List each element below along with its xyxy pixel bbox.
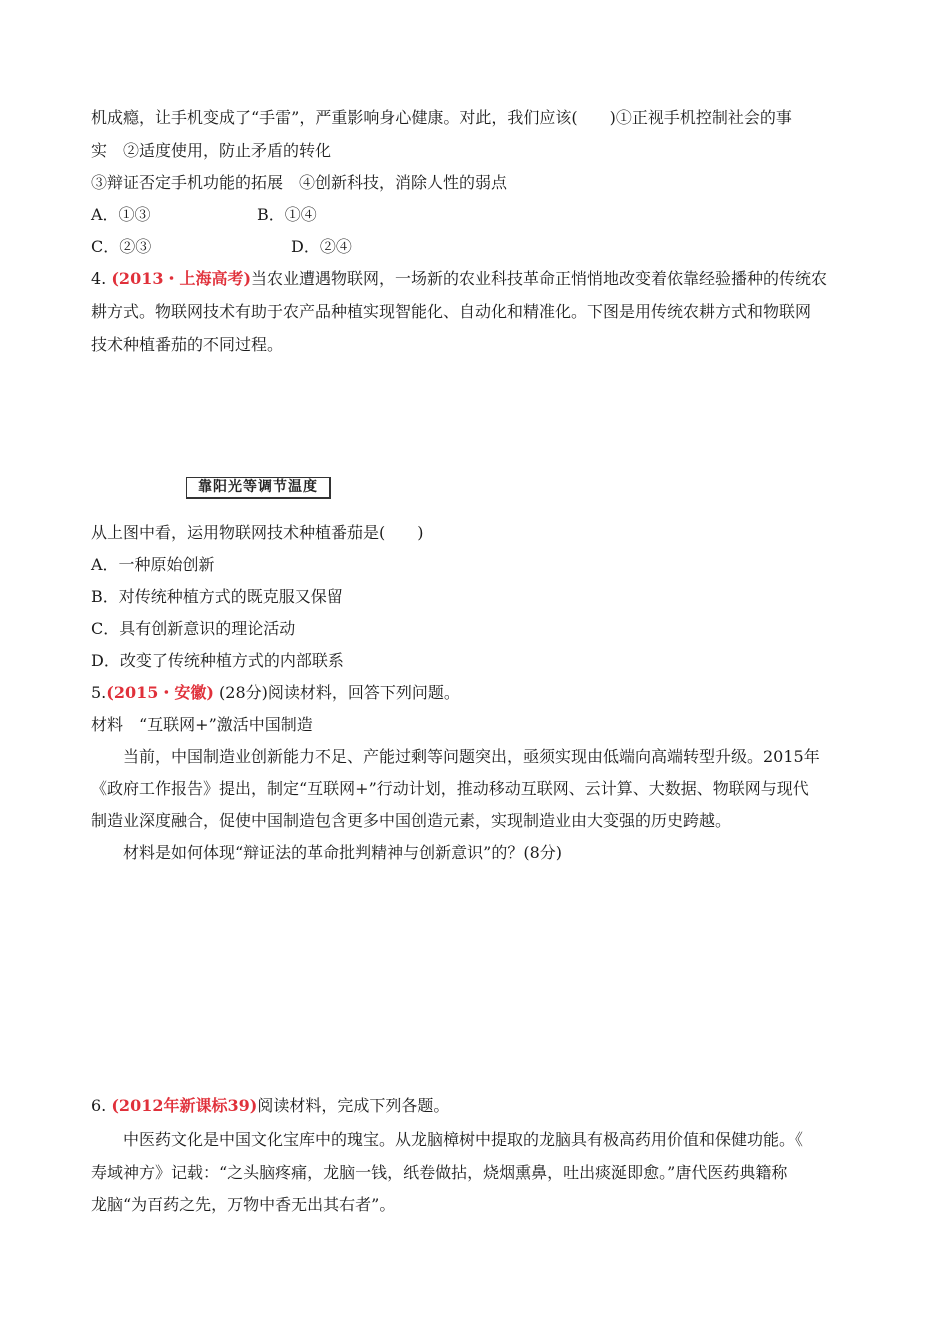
q5-para-3: 制造业深度融合，促使中国制造包含更多中国创造元素，实现制造业由大变强的历史跨越。 [91,811,732,830]
q6-header [91,1095,449,1117]
q5-para-1: 当前，中国制造业创新能力不足、产能过剩等问题突出，亟须实现由低端向高端转型升级。2015年 [123,747,820,766]
q3-option-b: B．①④ [257,205,317,224]
q6-source: (2012年新课标39) [111,1096,258,1115]
q6-para-3: 龙脑“为百药之先，万物中香无出其右者”。 [91,1195,396,1214]
q4-line-3: 技术种植番茄的不同过程。 [91,335,284,354]
q6-para-2: 寿域神方》记载：“之头脑疼痛，龙脑一钱，纸卷做拈，烧烟熏鼻，吐出痰涎即愈。”唐代医药典籍称 [91,1163,788,1182]
q5-number: 5. [91,683,107,702]
q4-option-c: C．具有创新意识的理论活动 [91,619,296,638]
q3-line-3: ③辩证否定手机功能的拓展 ④创新科技，消除人性的弱点 [91,173,508,192]
q4-line-1 [91,268,827,290]
q4-option-b: B．对传统种植方式的既克服又保留 [91,587,343,606]
q6-number: 6. [91,1096,107,1115]
q6-para-1: 中医药文化是中国文化宝库中的瑰宝。从龙脑樟树中提取的龙脑具有极高药用价值和保健功能。《 [123,1130,804,1149]
q3-option-c: C．②③ [91,237,152,256]
q3-line-1: 机成瘾，让手机变成了“手雷”，严重影响身心健康。对此，我们应该( )①正视手机控制社会的事 [91,108,792,127]
figure-label: 靠阳光等调节温度 [186,477,331,499]
q3-option-d: D．②④ [291,237,352,256]
q4-number: 4. [91,269,107,288]
q5-header [91,682,460,704]
q4-line-2: 耕方式。物联网技术有助于农产品种植实现智能化、自动化和精准化。下图是用传统农耕方式和物联网 [91,302,812,321]
q4-question: 从上图中看，运用物联网技术种植番茄是( ) [91,523,424,542]
q3-line-2: 实 ②适度使用，防止矛盾的转化 [91,141,332,160]
q5-material-title: 材料 “互联网+”激活中国制造 [91,715,313,734]
q6-intro: 阅读材料，完成下列各题。 [257,1096,450,1115]
q4-source: (2013・上海高考) [111,269,252,288]
q4-text-1: 当农业遭遇物联网，一场新的农业科技革命正悄悄地改变着依靠经验播种的传统农 [251,269,828,288]
q4-option-d: D．改变了传统种植方式的内部联系 [91,651,344,670]
q3-option-a: A．①③ [91,205,151,224]
q4-option-a: A．一种原始创新 [91,555,215,574]
q5-para-2: 《政府工作报告》提出，制定“互联网+”行动计划，推动移动互联网、云计算、大数据、物联网与现代 [91,779,809,798]
q5-score: (28分)阅读材料，回答下列问题。 [219,683,460,702]
q5-question: 材料是如何体现“辩证法的革命批判精神与创新意识”的？(8分) [123,843,563,862]
q5-source: (2015・安徽) [106,683,214,702]
